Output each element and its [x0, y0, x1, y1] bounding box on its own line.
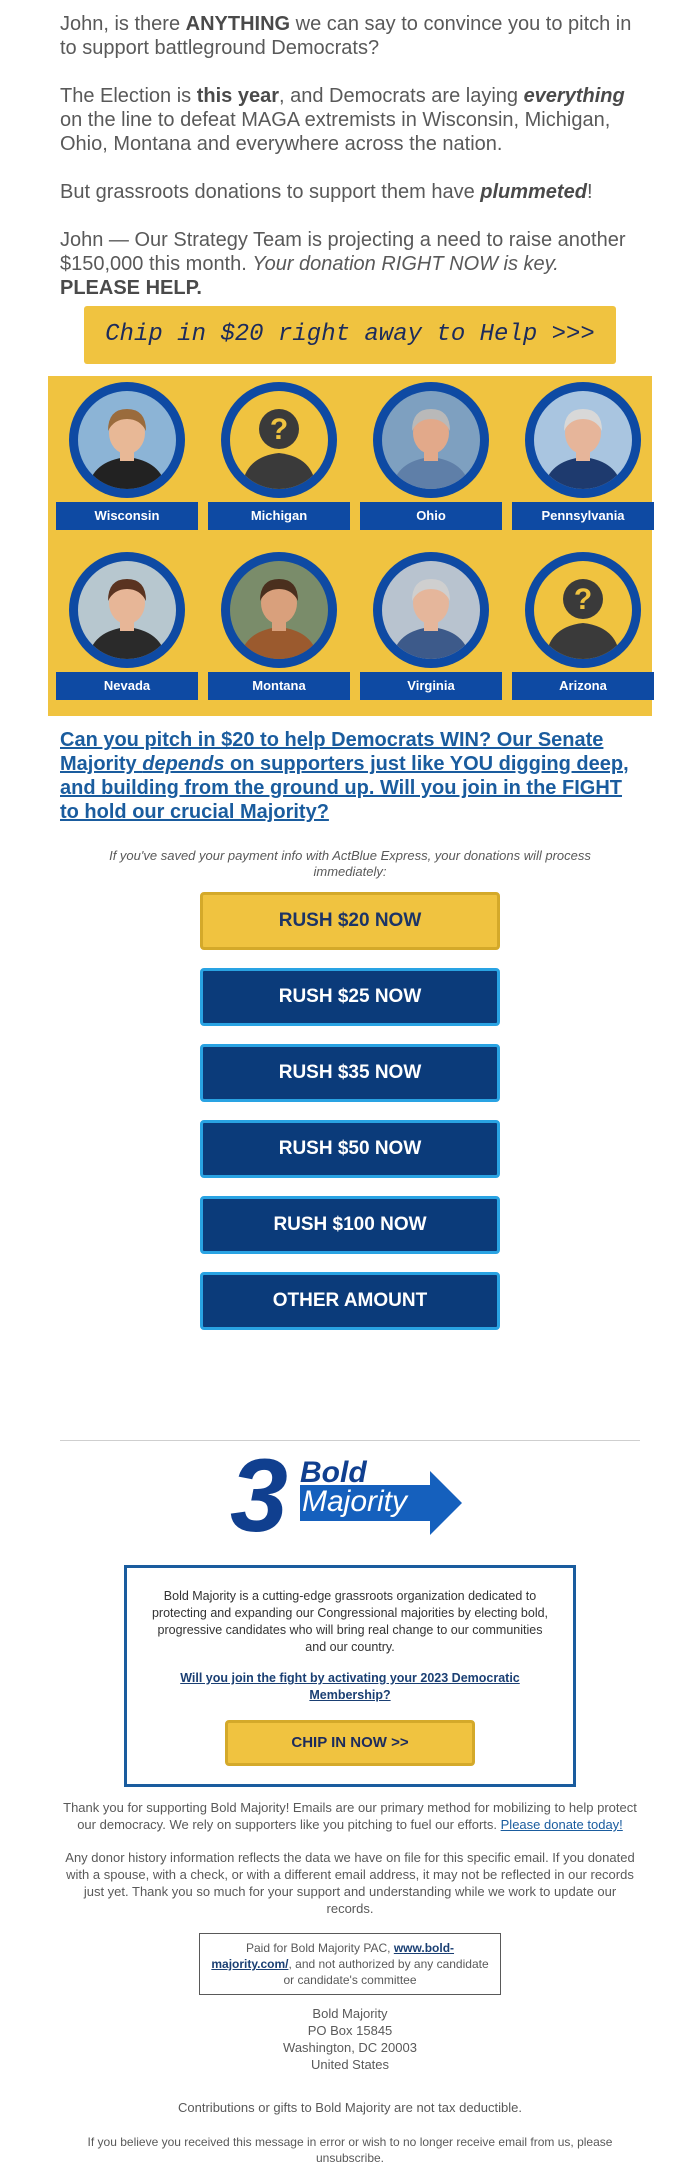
intro-p4: John — Our Strategy Team is projecting a need to raise another $150,000 this month. Your donation RIGHT NOW is key. PLEASE HELP.	[60, 229, 626, 299]
donation-buttons	[0, 892, 700, 1330]
tax-note: Contributions or gifts to Bold Majority are not tax deductible.	[178, 2100, 522, 2115]
about-box	[124, 1565, 576, 1787]
membership-link[interactable]: Will you join the fight by activating your 2023 Democratic Membership?	[180, 1671, 520, 1702]
unsubscribe-note[interactable]: If you believe you received this message in error or wish to no longer receive email from us, please unsubscribe.	[87, 2135, 613, 2165]
bold-majority-logo	[230, 1438, 470, 1554]
candidate-state-label: Montana	[208, 672, 350, 700]
candidate-arizona[interactable]	[512, 552, 652, 702]
candidate-wisconsin[interactable]	[56, 382, 196, 532]
website-link[interactable]: www.bold-majority.com/	[211, 1941, 455, 1971]
candidate-state-label: Virginia	[360, 672, 502, 700]
candidate-ring	[221, 552, 337, 668]
pitch-link[interactable]: Can you pitch in $20 to help Democrats WIN? Our Senate Majority depends on supporters just like YOU digging deep, and building from the ground up. Will you join in the FIGHT to hold our crucial Majority?	[60, 729, 629, 823]
candidate-photo	[78, 391, 176, 489]
footer-history: Any donor history information reflects the data we have on file for this specific email. If you donated with a spouse, with a check, or with a different email address, it may not be reflected in our records just yet. Thank you so much for your support and understanding while we work to update our records.	[65, 1850, 635, 1916]
candidate-michigan[interactable]	[208, 382, 348, 532]
intro	[0, 0, 700, 300]
svg-text:?: ?	[573, 583, 593, 616]
mailing-address: Bold Majority PO Box 15845 Washington, DC 20003 United States	[283, 2006, 417, 2072]
donate-today-link[interactable]: Please donate today!	[500, 1817, 623, 1832]
rush-25-button[interactable]: RUSH $25 NOW	[200, 968, 500, 1026]
candidate-photo	[534, 391, 632, 489]
candidate-ring	[525, 552, 641, 668]
svg-text:?: ?	[269, 413, 289, 446]
intro-p3: But grassroots donations to support them have plummeted!	[60, 181, 593, 203]
logo-numeral: 3	[230, 1438, 288, 1554]
candidate-state-label: Arizona	[512, 672, 654, 700]
candidate-state-label: Michigan	[208, 502, 350, 530]
candidate-photo	[78, 561, 176, 659]
candidate-ring	[525, 382, 641, 498]
logo-word-bold: Bold	[300, 1456, 367, 1489]
candidate-nevada[interactable]	[56, 552, 196, 702]
candidate-photo	[230, 561, 328, 659]
candidate-pennsylvania[interactable]	[512, 382, 652, 532]
candidate-ring	[373, 552, 489, 668]
chip-in-20-button[interactable]: Chip in $20 right away to Help >>>	[84, 306, 616, 364]
candidate-ring	[221, 382, 337, 498]
footer-thanks: Thank you for supporting Bold Majority! Emails are our primary method for mobilizing to help protect our democracy. We rely on supporters like you pitching to fuel our efforts. Please donate today!	[63, 1800, 637, 1832]
candidate-ring	[69, 552, 185, 668]
candidate-montana[interactable]	[208, 552, 348, 702]
candidate-photo	[382, 561, 480, 659]
divider	[60, 1440, 640, 1441]
actblue-note: If you've saved your payment info with ActBlue Express, your donations will process immediately:	[109, 848, 591, 879]
candidate-ring	[69, 382, 185, 498]
candidate-state-label: Wisconsin	[56, 502, 198, 530]
paid-for-box: Paid for Bold Majority PAC, www.bold-majority.com/, and not authorized by any candidate or candidate's committee	[199, 1933, 501, 1995]
candidate-state-label: Ohio	[360, 502, 502, 530]
mystery-silhouette-icon	[230, 391, 328, 489]
candidate-state-label: Nevada	[56, 672, 198, 700]
rush-35-button[interactable]: RUSH $35 NOW	[200, 1044, 500, 1102]
rush-50-button[interactable]: RUSH $50 NOW	[200, 1120, 500, 1178]
candidate-state-label: Pennsylvania	[512, 502, 654, 530]
mystery-silhouette-icon	[534, 561, 632, 659]
rush-100-button[interactable]: RUSH $100 NOW	[200, 1196, 500, 1254]
about-text: Bold Majority is a cutting-edge grassroots organization dedicated to protecting and expanding our Congressional majorities by electing bold, progressive candidates who will bring real change to our communities and our country.	[151, 1589, 549, 1654]
candidate-ring	[373, 382, 489, 498]
other-amount-button[interactable]: OTHER AMOUNT	[200, 1272, 500, 1330]
logo-word-majority: Majority	[302, 1485, 408, 1518]
candidate-virginia[interactable]	[360, 552, 500, 702]
candidate-photo	[382, 391, 480, 489]
candidate-ohio[interactable]	[360, 382, 500, 532]
candidate-grid[interactable]	[48, 376, 652, 716]
intro-p2: The Election is this year, and Democrats are laying everything on the line to defeat MAGA extremists in Wisconsin, Michigan, Ohio, Montana and everywhere across the nation.	[60, 85, 625, 155]
intro-p1: John, is there ANYTHING we can say to convince you to pitch in to support battleground Democrats?	[60, 13, 632, 59]
rush-20-button[interactable]: RUSH $20 NOW	[200, 892, 500, 950]
chip-in-now-button[interactable]: CHIP IN NOW >>	[225, 1720, 475, 1766]
